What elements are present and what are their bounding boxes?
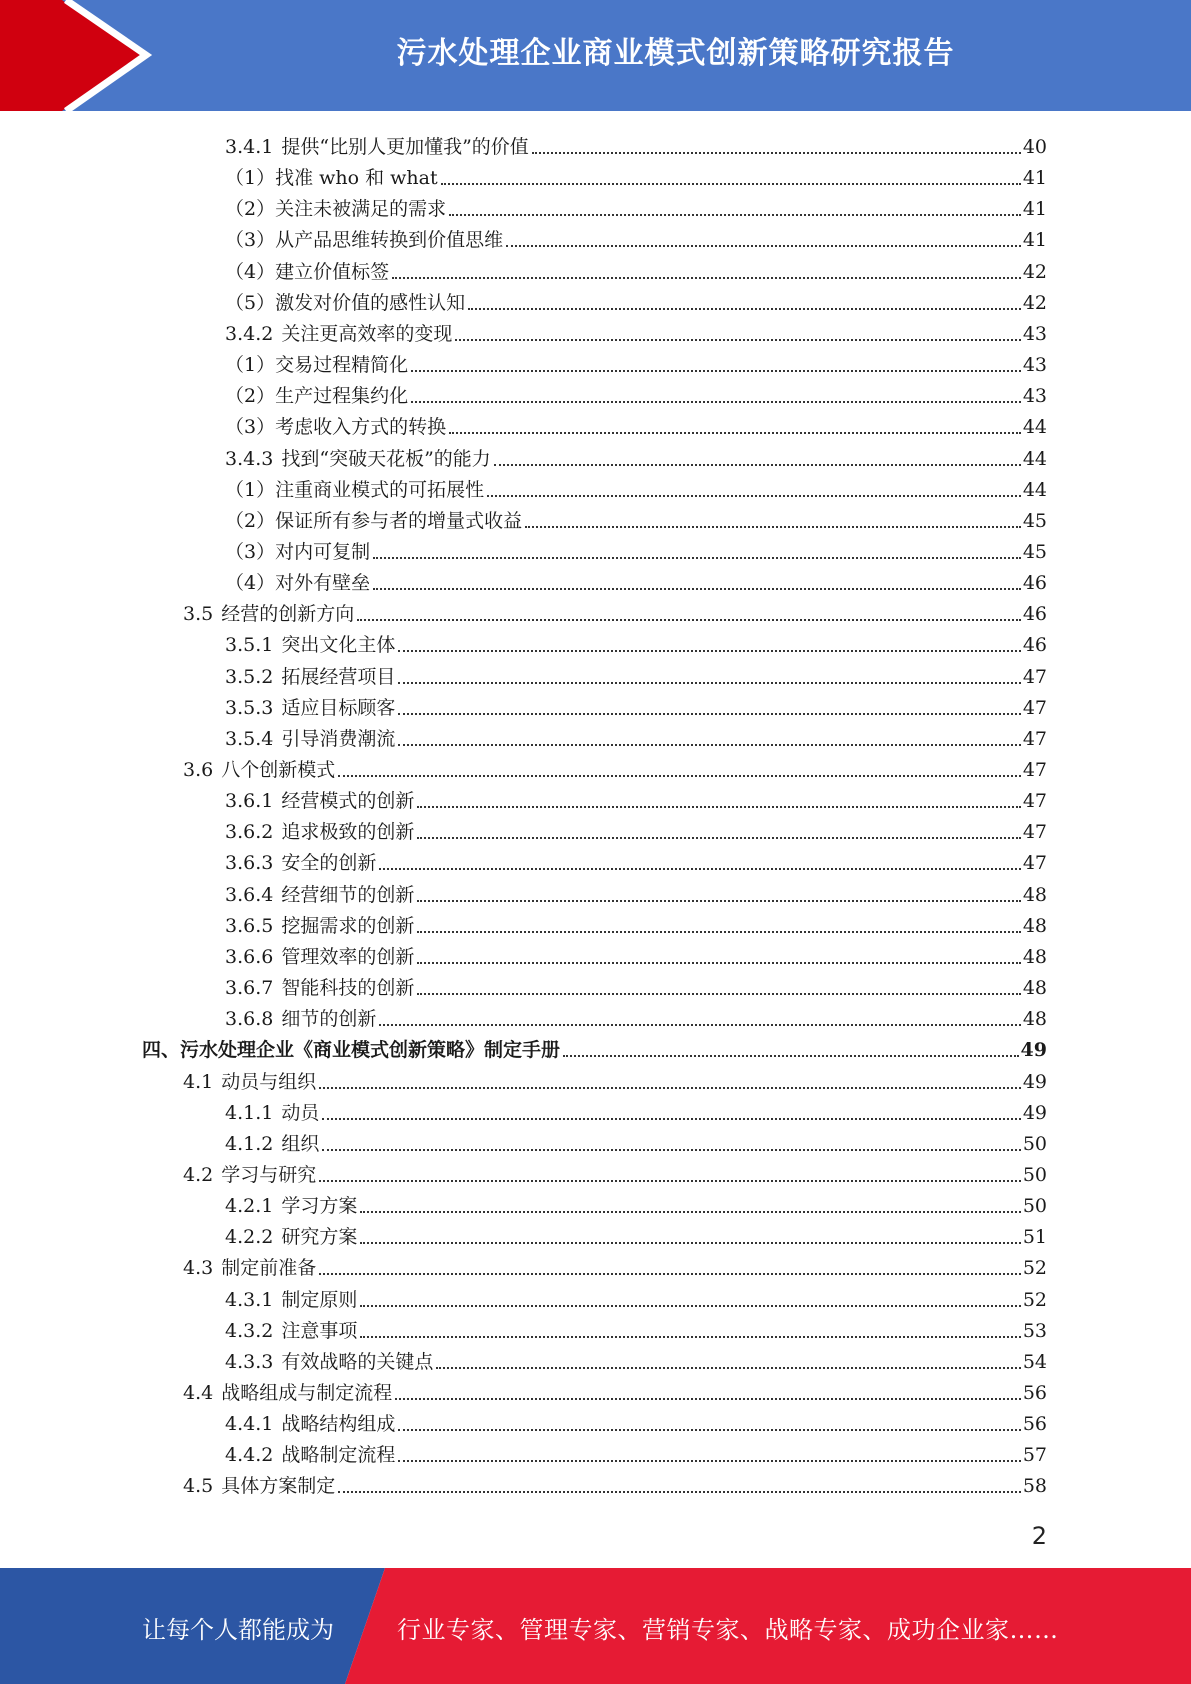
toc-entry[interactable] <box>183 1156 1047 1187</box>
toc-entry[interactable] <box>225 128 1047 159</box>
toc-leader-dots <box>398 712 1020 715</box>
toc-entry-number: （4） <box>225 260 276 283</box>
toc-entry-page: 58 <box>1022 1475 1047 1498</box>
toc-leader-dots <box>360 1210 1020 1213</box>
toc-entry[interactable] <box>225 1281 1047 1312</box>
toc-entry[interactable] <box>225 1125 1047 1156</box>
toc-entry-page: 52 <box>1022 1288 1047 1311</box>
toc-leader-dots <box>441 182 1021 185</box>
toc-entry-title: 突出文化主体 <box>281 634 396 657</box>
toc-entry-title: 动员与组织 <box>221 1070 317 1093</box>
page-number: 2 <box>1031 1522 1047 1550</box>
toc-entry-title: 挖掘需求的创新 <box>281 914 415 937</box>
toc-entry-title: 有效战略的关键点 <box>281 1350 434 1373</box>
toc-entry-page: 53 <box>1022 1319 1047 1342</box>
toc-entry-page: 42 <box>1022 291 1047 314</box>
toc-entry[interactable] <box>225 159 1047 190</box>
toc-entry-title: 交易过程精简化 <box>275 354 409 377</box>
toc-entry-number: 3.6.5 <box>225 914 274 937</box>
toc-entry-title: 考虑收入方式的转换 <box>275 416 447 439</box>
toc-entry-number: 3.6.8 <box>225 1008 274 1031</box>
toc-entry-page: 47 <box>1022 727 1047 750</box>
toc-entry-page: 44 <box>1022 447 1047 470</box>
toc-entry[interactable] <box>225 471 1047 502</box>
toc-entry-title: 战略制定流程 <box>281 1444 396 1467</box>
toc-leader-dots <box>417 930 1020 933</box>
toc-entry-number: 4.4.1 <box>225 1413 274 1436</box>
toc-entry[interactable] <box>225 1405 1047 1436</box>
toc-leader-dots <box>373 556 1021 559</box>
toc-leader-dots <box>487 494 1021 497</box>
toc-entry-title: 关注未被满足的需求 <box>275 198 447 221</box>
toc-entry-number: （1） <box>225 354 276 377</box>
toc-leader-dots <box>398 1459 1020 1462</box>
toc-leader-dots <box>322 1117 1020 1120</box>
toc-entry-title: 八个创新模式 <box>221 759 336 781</box>
toc-leader-dots <box>468 307 1021 310</box>
toc-entry[interactable] <box>225 1218 1047 1249</box>
toc-entry-page: 47 <box>1022 821 1047 844</box>
toc-leader-dots <box>319 1179 1021 1182</box>
toc-entry[interactable] <box>183 751 1047 782</box>
toc-entry-page: 51 <box>1022 1226 1047 1249</box>
toc-entry-page: 44 <box>1022 416 1047 439</box>
toc-entry-title: 安全的创新 <box>281 852 377 875</box>
toc-leader-dots <box>417 805 1020 808</box>
toc-entry-number: 4.1 <box>183 1070 214 1093</box>
toc-entry-title: 制定原则 <box>281 1288 358 1311</box>
toc-entry-number: 4.5 <box>183 1475 214 1498</box>
toc-entry-number: 4.4.2 <box>225 1444 274 1467</box>
toc-entry-title: 注重商业模式的可拓展性 <box>275 478 485 501</box>
toc-entry-title: 保证所有参与者的增量式收益 <box>275 509 523 532</box>
toc-entry-title: 拓展经营项目 <box>281 665 396 688</box>
toc-leader-dots <box>417 899 1020 902</box>
toc-entry-number: 4.3.3 <box>225 1350 274 1373</box>
toc-entry-page: 52 <box>1022 1257 1047 1280</box>
toc-entry-number: 3.5.3 <box>225 696 274 719</box>
toc-entry-number: （2） <box>225 509 276 532</box>
toc-entry-title: 激发对价值的感性认知 <box>275 291 466 314</box>
toc-entry[interactable] <box>225 221 1047 252</box>
toc-entry-page: 45 <box>1022 540 1047 563</box>
toc-entry-title: 建立价值标签 <box>275 260 390 283</box>
toc-entry-number: 3.6.2 <box>225 821 274 844</box>
toc-entry-title: 关注更高效率的变现 <box>281 322 453 345</box>
toc-entry-number: 3.4.1 <box>225 136 274 158</box>
toc-entry-page: 48 <box>1022 977 1047 1000</box>
toc-entry-page: 50 <box>1022 1163 1047 1186</box>
toc-leader-dots <box>563 1054 1019 1057</box>
toc-entry[interactable] <box>225 1000 1047 1031</box>
toc-leader-dots <box>379 1023 1020 1026</box>
page-header <box>0 0 1191 111</box>
toc-entry-title: 经营细节的创新 <box>281 883 415 906</box>
toc-entry-number: 4.2.2 <box>225 1226 274 1249</box>
toc-entry-page: 47 <box>1022 759 1047 781</box>
toc-entry-number: 3.4.3 <box>225 447 274 470</box>
toc-leader-dots <box>398 681 1020 684</box>
toc-leader-dots <box>322 1148 1020 1151</box>
toc-entry[interactable] <box>225 658 1047 689</box>
toc-entry[interactable] <box>225 1436 1047 1467</box>
toc-entry[interactable] <box>183 1063 1047 1094</box>
toc-entry-number: 4.2 <box>183 1163 214 1186</box>
toc-entry-number: 3.5.2 <box>225 665 274 688</box>
toc-entry-number: （3） <box>225 416 276 439</box>
toc-entry-page: 47 <box>1022 696 1047 719</box>
toc-leader-dots <box>319 1086 1021 1089</box>
toc-entry-number: 3.6 <box>183 759 214 781</box>
toc-leader-dots <box>398 649 1020 652</box>
toc-leader-dots <box>395 1397 1021 1400</box>
toc-entry-number: （2） <box>225 198 276 221</box>
toc-entry[interactable] <box>225 533 1047 564</box>
toc-entry-page: 48 <box>1022 883 1047 906</box>
toc-entry-number: 4.3 <box>183 1257 214 1280</box>
toc-entry-number: （5） <box>225 291 276 314</box>
toc-entry[interactable] <box>225 346 1047 377</box>
toc-entry-page: 48 <box>1022 914 1047 937</box>
toc-entry[interactable] <box>225 813 1047 844</box>
toc-entry-number: （3） <box>225 540 276 563</box>
toc-entry[interactable] <box>183 1467 1047 1498</box>
toc-leader-dots <box>417 992 1020 995</box>
toc-entry[interactable] <box>225 907 1047 938</box>
toc-entry-page: 50 <box>1022 1195 1047 1218</box>
toc-entry-number: 3.6.1 <box>225 790 274 813</box>
toc-entry-title: 战略结构组成 <box>281 1413 396 1436</box>
toc-entry-title: 污水处理企业《商业模式创新策略》制定手册 <box>180 1039 561 1062</box>
toc-entry-number: 3.5.1 <box>225 634 274 657</box>
toc-entry-number: 四、 <box>142 1039 181 1062</box>
toc-entry[interactable] <box>225 190 1047 221</box>
toc-entry-title: 注意事项 <box>281 1319 358 1342</box>
toc-entry-page: 56 <box>1022 1382 1047 1404</box>
toc-entry-title: 研究方案 <box>281 1226 358 1249</box>
toc-entry-number: （1） <box>225 167 276 190</box>
toc-entry-number: （4） <box>225 572 276 595</box>
toc-entry[interactable] <box>225 782 1047 813</box>
toc-entry-title: 动员 <box>281 1101 320 1124</box>
toc-entry[interactable] <box>225 1094 1047 1125</box>
footer-slogan-right: 行业专家、管理专家、营销专家、战略专家、成功企业家…… <box>397 1616 1059 1644</box>
toc-entry-page: 49 <box>1022 1101 1047 1124</box>
toc-entry[interactable] <box>225 1187 1047 1218</box>
toc-entry-title: 管理效率的创新 <box>281 945 415 968</box>
toc-entry[interactable] <box>225 969 1047 1000</box>
toc-entry-title: 学习方案 <box>281 1195 358 1218</box>
toc-leader-dots <box>338 774 1021 777</box>
toc-leader-dots <box>398 743 1020 746</box>
toc-leader-dots <box>360 1304 1020 1307</box>
toc-entry[interactable] <box>225 720 1047 751</box>
toc-entry-page: 47 <box>1022 790 1047 813</box>
toc-entry-number: （1） <box>225 478 276 501</box>
toc-entry[interactable] <box>225 689 1047 720</box>
toc-entry[interactable] <box>142 1031 1047 1062</box>
toc-entry-number: 3.6.3 <box>225 852 274 875</box>
toc-entry[interactable] <box>225 844 1047 875</box>
toc-entry-title: 具体方案制定 <box>221 1475 336 1498</box>
toc-entry[interactable] <box>183 1249 1047 1280</box>
toc-leader-dots <box>494 463 1021 466</box>
toc-entry-number: （2） <box>225 385 276 408</box>
toc-entry[interactable] <box>225 1312 1047 1343</box>
toc-leader-dots <box>506 244 1021 247</box>
toc-entry-title: 智能科技的创新 <box>281 977 415 1000</box>
toc-leader-dots <box>338 1490 1021 1493</box>
toc-leader-dots <box>360 1241 1020 1244</box>
toc-leader-dots <box>373 587 1021 590</box>
toc-leader-dots <box>417 836 1020 839</box>
toc-entry[interactable] <box>183 595 1047 626</box>
toc-entry-title: 适应目标顾客 <box>281 696 396 719</box>
toc-entry-title: 引导消费潮流 <box>281 727 396 750</box>
toc-entry-title: 对外有壁垒 <box>275 572 371 595</box>
toc-entry-title: 生产过程集约化 <box>275 385 409 408</box>
toc-entry-page: 43 <box>1022 322 1047 345</box>
toc-entry-number: 3.6.6 <box>225 945 274 968</box>
toc-leader-dots <box>357 618 1021 621</box>
toc-entry[interactable] <box>225 253 1047 284</box>
toc-leader-dots <box>392 276 1021 279</box>
toc-entry-number: 4.4 <box>183 1382 214 1404</box>
toc-entry-title: 找准 who 和 what <box>275 167 438 190</box>
toc-entry-page: 46 <box>1022 634 1047 657</box>
toc-leader-dots <box>411 369 1021 372</box>
toc-entry-page: 41 <box>1022 198 1047 221</box>
toc-entry-number: 3.6.7 <box>225 977 274 1000</box>
toc-entry-page: 43 <box>1022 385 1047 408</box>
toc-leader-dots <box>411 400 1021 403</box>
toc-entry-page: 46 <box>1022 603 1047 626</box>
toc-entry-page: 48 <box>1022 1008 1047 1031</box>
toc-entry-page: 49 <box>1020 1039 1047 1062</box>
toc-entry-number: 3.5.4 <box>225 727 274 750</box>
toc-entry-number: （3） <box>225 229 276 252</box>
footer-slogan-left: 让每个人都能成为 <box>142 1616 334 1644</box>
toc-entry-number: 3.6.4 <box>225 883 274 906</box>
toc-entry-title: 制定前准备 <box>221 1257 317 1280</box>
toc-leader-dots <box>398 1428 1020 1431</box>
toc-entry-page: 54 <box>1022 1350 1047 1373</box>
toc-leader-dots <box>360 1335 1020 1338</box>
toc-entry-number: 4.2.1 <box>225 1195 274 1218</box>
toc-entry-number: 3.4.2 <box>225 322 274 345</box>
toc-leader-dots <box>436 1366 1020 1369</box>
toc-entry-page: 43 <box>1022 354 1047 377</box>
toc-leader-dots <box>532 151 1021 154</box>
toc-entry[interactable] <box>225 284 1047 315</box>
toc-entry[interactable] <box>225 408 1047 439</box>
toc-entry-number: 4.1.1 <box>225 1101 274 1124</box>
toc-entry-page: 41 <box>1022 229 1047 252</box>
toc-entry[interactable] <box>225 938 1047 969</box>
toc-leader-dots <box>417 961 1020 964</box>
toc-entry[interactable] <box>183 1374 1047 1405</box>
toc-entry-page: 49 <box>1022 1070 1047 1093</box>
toc-entry-title: 找到“突破天花板”的能力 <box>281 447 491 470</box>
toc-entry[interactable] <box>225 502 1047 533</box>
toc-leader-dots <box>455 338 1020 341</box>
toc-entry-title: 战略组成与制定流程 <box>221 1382 393 1404</box>
toc-entry-title: 经营的创新方向 <box>221 603 355 626</box>
page-footer <box>0 1568 1191 1684</box>
toc-entry-page: 50 <box>1022 1132 1047 1155</box>
toc-entry[interactable] <box>225 377 1047 408</box>
toc-entry-page: 42 <box>1022 260 1047 283</box>
toc-entry[interactable] <box>225 626 1047 657</box>
toc-entry-title: 细节的创新 <box>281 1008 377 1031</box>
toc-entry-title: 提供“比别人更加懂我”的价值 <box>281 136 529 158</box>
toc-entry-page: 40 <box>1022 136 1047 158</box>
toc-entry[interactable] <box>225 1343 1047 1374</box>
toc-entry-title: 组织 <box>281 1132 320 1155</box>
toc-entry-title: 对内可复制 <box>275 540 371 563</box>
toc-entry-page: 57 <box>1022 1444 1047 1467</box>
toc-entry-number: 4.1.2 <box>225 1132 274 1155</box>
toc-entry[interactable] <box>225 315 1047 346</box>
toc-leader-dots <box>319 1272 1021 1275</box>
toc-entry-title: 学习与研究 <box>221 1163 317 1186</box>
toc-entry-page: 47 <box>1022 852 1047 875</box>
toc-entry-number: 4.3.2 <box>225 1319 274 1342</box>
toc-entry[interactable] <box>225 440 1047 471</box>
toc-leader-dots <box>525 525 1021 528</box>
toc-entry-page: 44 <box>1022 478 1047 501</box>
toc-entry-page: 46 <box>1022 572 1047 595</box>
toc-leader-dots <box>379 867 1020 870</box>
toc-entry-page: 41 <box>1022 167 1047 190</box>
toc-entry-title: 从产品思维转换到价值思维 <box>275 229 504 252</box>
toc-entry-page: 47 <box>1022 665 1047 688</box>
toc-leader-dots <box>449 431 1021 434</box>
toc-entry-number: 3.5 <box>183 603 214 626</box>
toc-entry[interactable] <box>225 564 1047 595</box>
toc-entry-title: 追求极致的创新 <box>281 821 415 844</box>
toc-entry-title: 经营模式的创新 <box>281 790 415 813</box>
toc-entry-page: 56 <box>1022 1413 1047 1436</box>
toc-leader-dots <box>449 213 1021 216</box>
toc-entry-page: 45 <box>1022 509 1047 532</box>
toc-entry-page: 48 <box>1022 945 1047 968</box>
toc-entry-number: 4.3.1 <box>225 1288 274 1311</box>
toc-entry[interactable] <box>225 876 1047 907</box>
report-title: 污水处理企业商业模式创新策略研究报告 <box>396 36 955 71</box>
